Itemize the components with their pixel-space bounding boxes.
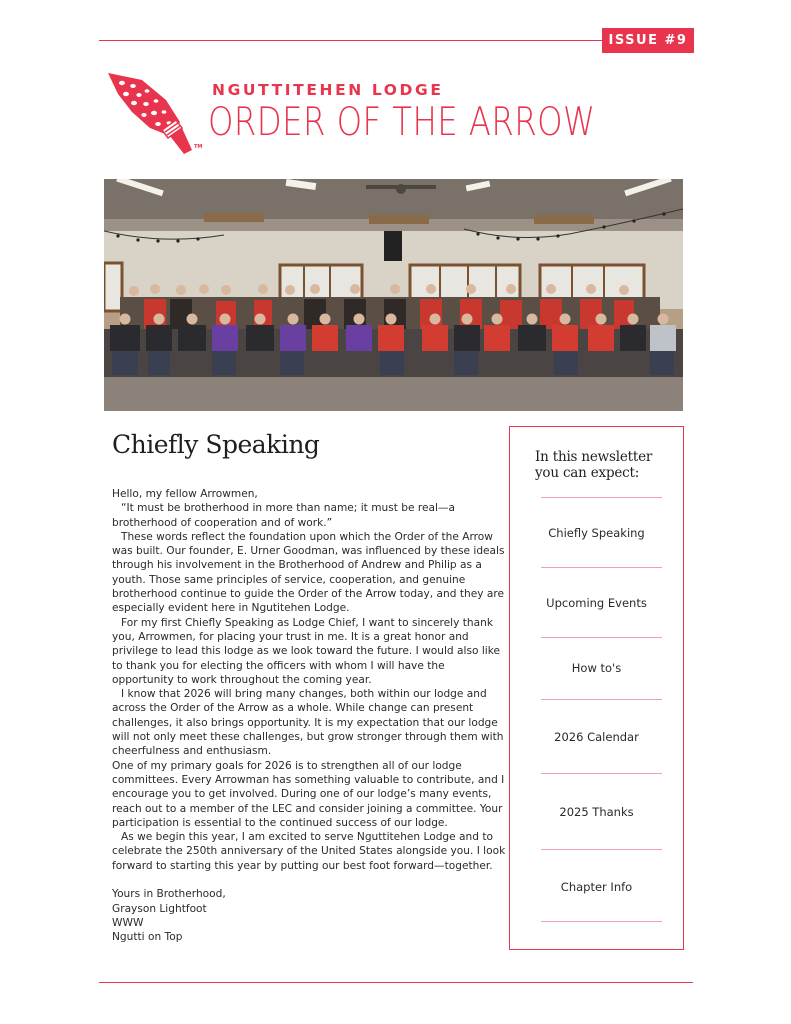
article-paragraph: I know that 2026 will bring many changes, both within our lodge and across the Order of the Arrow as a whole. While change can present challenges, it also brings opportunity. It is my expectation that our lodge will not only meet these challenges, but grow stronger through them with cheerfulness and enthusiasm. xyxy=(112,688,504,758)
article-paragraph: One of my primary goals for 2026 is to strengthen all of our lodge committees. Every Arrowman has something valuable to contribute, and I encourage you to get involved. During one of our lodge’s many events, reach out to a member of the LEC and consider joining a committee. Your participation is essential to the continued success of our lodge. xyxy=(112,759,505,829)
bottom-divider xyxy=(99,982,693,983)
organization-title: ORDER OF THE ARROW xyxy=(208,100,596,145)
divider xyxy=(541,497,662,498)
article-title: Chiefly Speaking xyxy=(112,430,320,459)
article-paragraph: These words reflect the foundation upon which the Order of the Arrow was built. Our founder, E. Urner Goodman, was influenced by these ideals through his involvement in the Brotherhood of Andrew and Philip as a youth. Those same principles of service, cooperation, and genuine brotherhood continue to guide the Order of the Arrow today, and they are especially evident here in Ngutitehen Lodge. xyxy=(112,530,505,615)
toc-item-how-tos[interactable]: How to's xyxy=(571,661,622,675)
sidebar-title: In this newsletter you can expect: xyxy=(535,449,653,481)
signoff-line: Yours in Brotherhood, xyxy=(112,888,226,901)
signoff-line: Grayson Lightfoot xyxy=(112,902,207,915)
article-paragraph: For my first Chiefly Speaking as Lodge Chief, I want to sincerely thank you, Arrowmen, for placing your trust in me. It is a great honor and privilege to lead this lodge as we look toward the future. I would also like to thank you for electing the officers with whom I will have the opportunity to work throughout the coming year. xyxy=(112,616,500,686)
arrowhead-logo-icon xyxy=(104,70,206,156)
signoff-line: Ngutti on Top xyxy=(112,931,183,944)
article-paragraph: As we begin this year, I am excited to serve Nguttitehen Lodge and to celebrate the 250th anniversary of the United States alongside you. I look forward to starting this year by putting our best foot forward—together. xyxy=(112,831,506,872)
article-paragraph: “It must be brotherhood in more than name; it must be real—a brotherhood of cooperation and of work.” xyxy=(112,502,456,529)
toc-item-upcoming-events[interactable]: Upcoming Events xyxy=(546,596,647,610)
toc-item-chiefly-speaking[interactable]: Chiefly Speaking xyxy=(548,526,645,540)
divider xyxy=(541,567,662,568)
article-paragraph: Hello, my fellow Arrowmen, xyxy=(112,488,258,500)
toc-item-chapter-info[interactable]: Chapter Info xyxy=(560,880,633,894)
trademark-label: TM xyxy=(194,144,203,150)
signoff-line: WWW xyxy=(112,916,144,929)
newsletter-contents-box xyxy=(509,426,684,950)
divider xyxy=(541,699,662,700)
divider xyxy=(541,849,662,850)
divider xyxy=(541,637,662,638)
toc-item-2026-calendar[interactable]: 2026 Calendar xyxy=(554,730,639,744)
group-photo xyxy=(104,179,683,411)
article-body xyxy=(112,487,508,945)
toc-item-2025-thanks[interactable]: 2025 Thanks xyxy=(559,805,634,819)
divider xyxy=(541,921,662,922)
issue-badge: ISSUE #9 xyxy=(602,28,694,53)
lodge-name: NGUTTITEHEN LODGE xyxy=(212,81,444,99)
divider xyxy=(541,773,662,774)
